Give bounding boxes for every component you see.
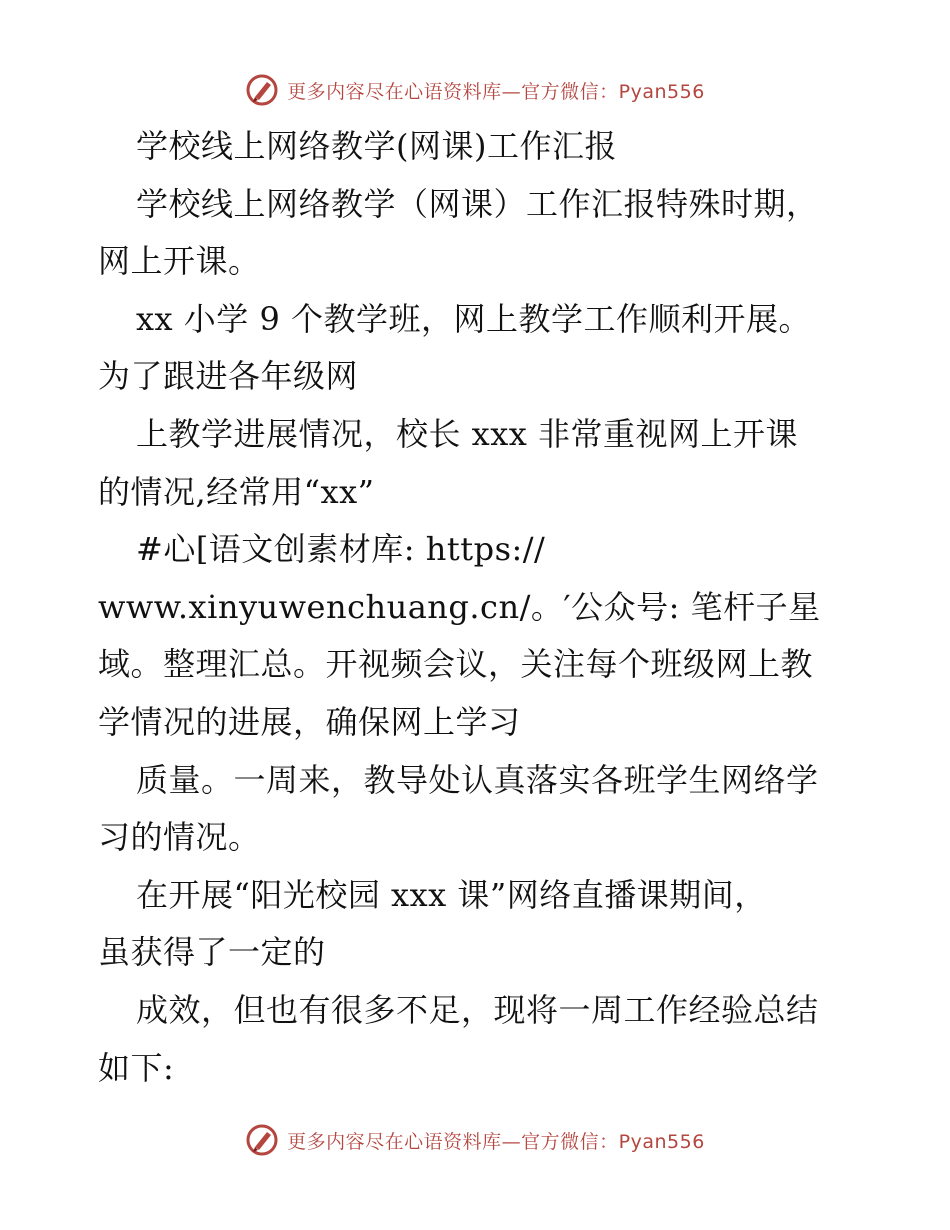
paragraph-line: 在开展“阳光校园 xxx 课”网络直播课期间， <box>136 875 767 914</box>
header-banner <box>0 70 950 110</box>
paragraph-line: 成效，但也有很多不足，现将一周工作经验总结 <box>136 990 819 1029</box>
paragraph-line: 网上开课。 <box>98 242 261 281</box>
paragraph-line: 上教学进展情况，校长 xxx 非常重视网上开课 <box>136 414 798 453</box>
paragraph-line: #心[语文创素材库: https:// <box>136 530 546 569</box>
paragraph-line: 学校线上网络教学（网课）工作汇报特殊时期， <box>136 184 819 223</box>
footer-banner-text: 更多内容尽在心语资料库—官方微信：Pyan556 <box>287 1130 705 1153</box>
footer-banner <box>0 1120 950 1160</box>
paragraph-line: 的情况,经常用“xx” <box>98 472 375 511</box>
pen-logo-icon <box>245 73 279 107</box>
document-body <box>98 118 858 1097</box>
paragraph-line: xx 小学 9 个教学班，网上教学工作顺利开展。 <box>136 299 811 338</box>
paragraph-line: 学情况的进展，确保网上学习 <box>98 702 521 741</box>
document-title: 学校线上网络教学(网课)工作汇报 <box>136 127 617 165</box>
pen-logo-icon <box>245 1123 279 1157</box>
header-banner-text: 更多内容尽在心语资料库—官方微信：Pyan556 <box>287 80 705 103</box>
paragraph-line: 域。整理汇总。开视频会议，关注每个班级网上教 <box>98 645 814 684</box>
paragraph-line: 习的情况。 <box>98 818 261 857</box>
paragraph-line: 为了跟进各年级网 <box>98 357 359 396</box>
paragraph-line: www.xinyuwenchuang.cn/。′公众号: 笔杆子星 <box>98 587 821 626</box>
paragraph-line: 虽获得了一定的 <box>98 933 326 972</box>
paragraph-line: 如下: <box>98 1048 175 1087</box>
paragraph-line: 质量。一周来，教导处认真落实各班学生网络学 <box>136 760 819 799</box>
header-wechat-id: Pyan556 <box>618 80 705 103</box>
footer-wechat-id: Pyan556 <box>618 1130 705 1153</box>
